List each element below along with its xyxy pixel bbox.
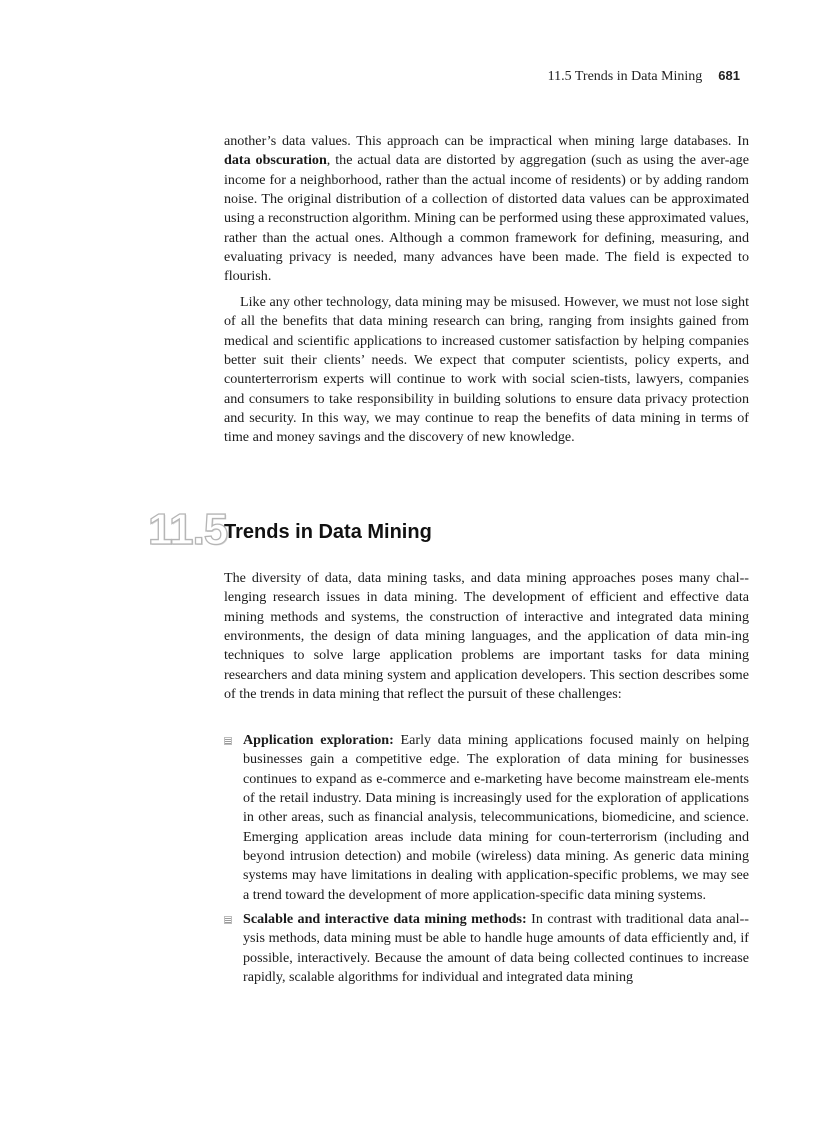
bullet-lead: Scalable and interactive data mining methods: <box>243 911 527 928</box>
bullet-text: Early data mining applications focused mainly on helping businesses gain a competitive edge. The exploration of data mining for businesses continues to expand as e-commerce and e-marketing have become mainstream ele-ments of the retail industry. Data mining is increasingly used for the exploration of applications in other areas, such as financial analysis, telecommunications, biomedicine, and science. Emerging application areas include data mining for coun-terterrorism (including and beyond intrusion detection) and mobile (wireless) data mining. As generic data mining systems may have limitations in dealing with application-specific problems, we may see a trend toward the development of more application-specific data mining systems. <box>243 732 749 903</box>
list-item-scalable-methods <box>224 910 749 987</box>
trends-list <box>224 731 749 992</box>
square-bullet-icon <box>224 916 232 924</box>
bullet-lead: Application exploration: <box>243 732 394 748</box>
page-number: 681 <box>718 68 740 83</box>
paragraph-1-start: another’s data values. This approach can be impractical when mining large databases. In <box>224 133 749 149</box>
running-head-section: 11.5 Trends in Data Mining <box>547 69 703 84</box>
term-data-obscuration: data obscuration <box>224 152 327 169</box>
list-item-application-exploration <box>224 731 749 905</box>
bullet-text: In contrast with traditional data anal-ysis methods, data mining must be able to handle huge amounts of data efficiently and, if possible, interactively. Because the amount of data being collected continues to increase rapidly, scalable algorithms for individual and integrated data mining <box>243 911 749 986</box>
paragraph-data-obscuration <box>224 132 749 287</box>
section-number: 11.5 <box>148 505 228 554</box>
paragraph-trends-intro: The diversity of data, data mining tasks, and data mining approaches poses many chal-lenging research issues in data mining. The development of efficient and effective data mining methods and systems, the construction of interactive and integrated data mining environments, the design of data mining languages, and the application of data min-ing techniques to solve large application problems are important tasks for data mining researchers and data mining system and application developers. This section describes some of the trends in data mining that reflect the pursuit of these challenges: <box>224 570 749 703</box>
square-bullet-icon <box>224 737 232 745</box>
paragraph-misuse: Like any other technology, data mining may be misused. However, we must not lose sight of all the benefits that data mining research can bring, ranging from insights gained from medical and scientific applications to increased customer satisfaction by helping companies better suit their clients’ needs. We expect that computer scientists, policy experts, and counterterrorism experts will continue to work with social scien-tists, lawyers, companies and consumers to take responsibility in building solutions to ensure data privacy protection and security. In this way, we may continue to reap the benefits of data mining in terms of time and money savings and the discovery of new knowledge. <box>224 294 749 446</box>
running-head <box>548 68 740 85</box>
section-title: Trends in Data Mining <box>224 521 432 543</box>
paragraph-1-end: , the actual data are distorted by aggregation (such as using the aver-age income for a neighborhood, rather than the actual income of residents) or by adding random noise. The original distribution of a collection of distorted data values can be approximated using a reconstruction algorithm. Mining can be performed using these approximated values, rather than the actual ones. Although a common framework for defining, measuring, and evaluating privacy is needed, many advances have been made. The field is expected to flourish. <box>224 152 749 285</box>
